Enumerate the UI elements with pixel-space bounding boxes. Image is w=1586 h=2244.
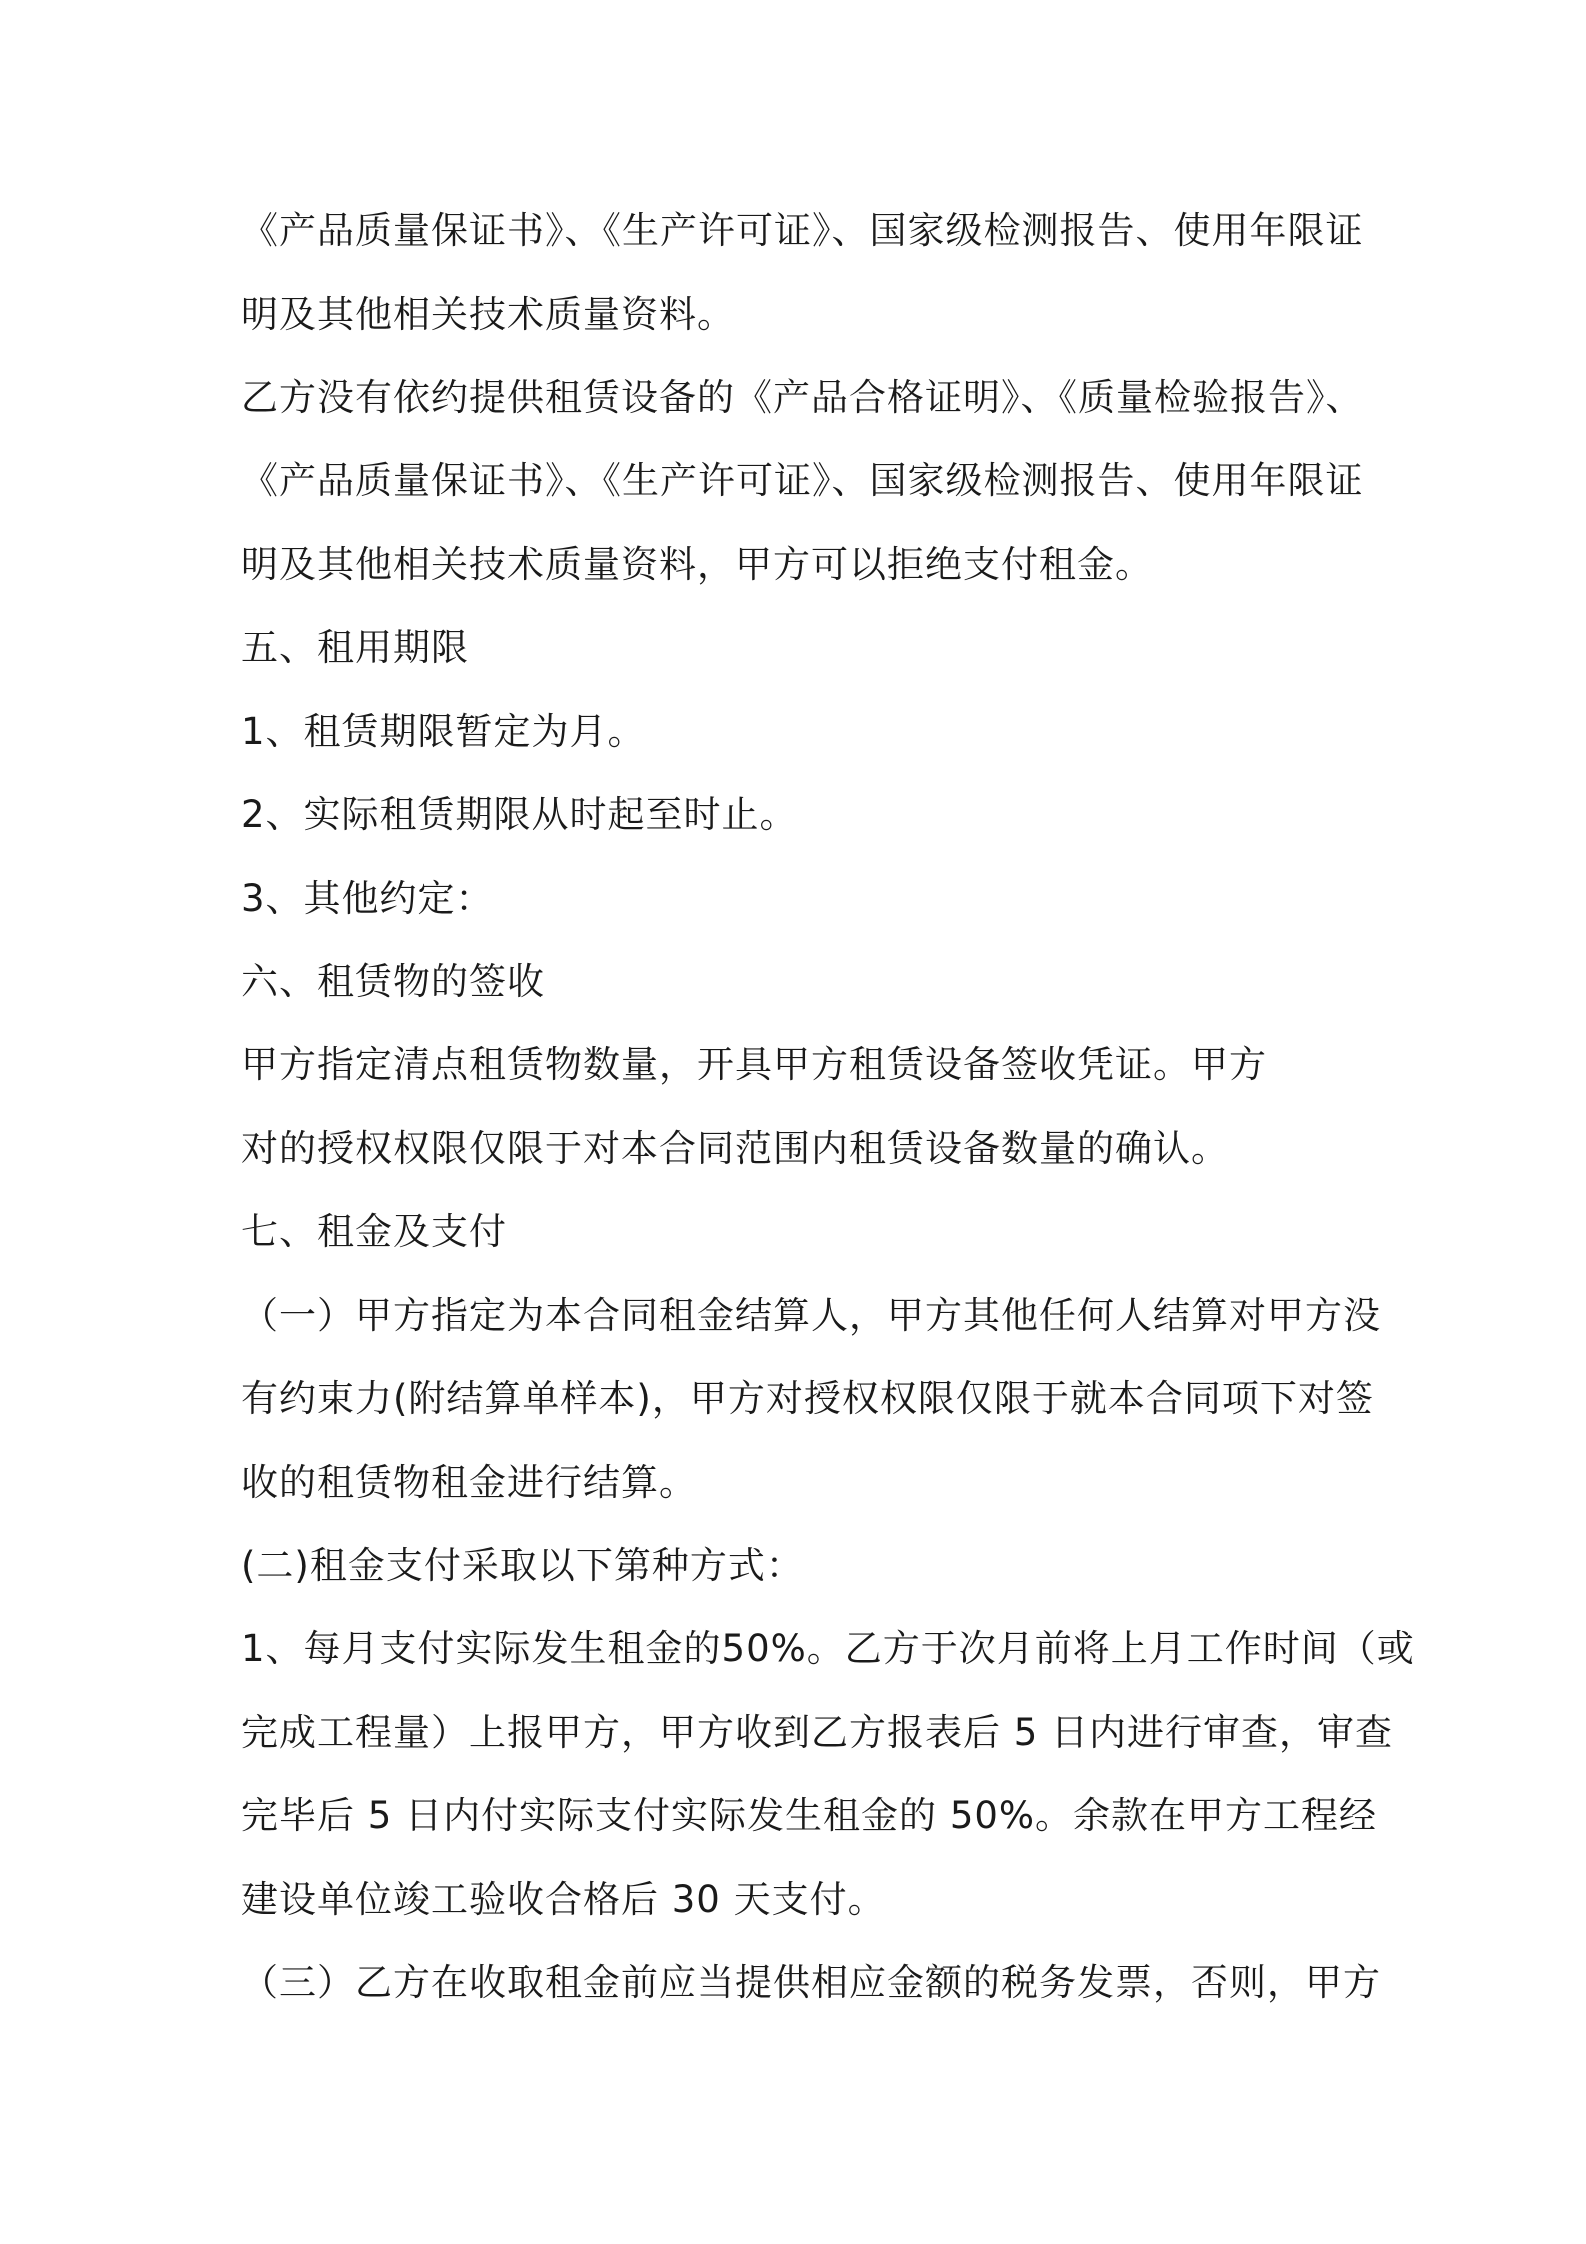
section-heading: 五、租用期限 bbox=[241, 626, 469, 669]
text-line: （三）乙方在收取租金前应当提供相应金额的税务发票，否则，甲方 bbox=[241, 1961, 1381, 2004]
text-line: 收的租赁物租金进行结算。 bbox=[241, 1461, 697, 1504]
text-line: 3、其他约定： bbox=[241, 877, 494, 920]
section-heading: 六、租赁物的签收 bbox=[241, 960, 545, 1003]
text-line: 建设单位竣工验收合格后 30 天支付。 bbox=[241, 1878, 886, 1921]
text-line: 1、租赁期限暂定为月。 bbox=[241, 710, 646, 753]
section-heading: 七、租金及支付 bbox=[241, 1210, 507, 1253]
text-line: 《产品质量保证书》、《生产许可证》、国家级检测报告、使用年限证 bbox=[241, 209, 1364, 252]
text-line: 甲方指定清点租赁物数量，开具甲方租赁设备签收凭证。甲方 bbox=[241, 1043, 1267, 1086]
text-line: 《产品质量保证书》、《生产许可证》、国家级检测报告、使用年限证 bbox=[241, 459, 1364, 502]
text-line: 有约束力(附结算单样本)，甲方对授权权限仅限于就本合同项下对签 bbox=[241, 1377, 1374, 1420]
text-line: 乙方没有依约提供租赁设备的《产品合格证明》、《质量检验报告》、 bbox=[241, 376, 1364, 419]
text-line: 对的授权权限仅限于对本合同范围内租赁设备数量的确认。 bbox=[241, 1127, 1229, 1170]
text-line: （一）甲方指定为本合同租金结算人，甲方其他任何人结算对甲方没 bbox=[241, 1294, 1381, 1337]
text-line: (二)租金支付采取以下第种方式： bbox=[241, 1544, 804, 1587]
text-line: 2、实际租赁期限从时起至时止。 bbox=[241, 793, 798, 836]
text-line: 1、每月支付实际发生租金的50%。乙方于次月前将上月工作时间（或 bbox=[241, 1627, 1415, 1670]
text-line: 明及其他相关技术质量资料。 bbox=[241, 293, 735, 336]
text-line: 完成工程量）上报甲方，甲方收到乙方报表后 5 日内进行审查，审查 bbox=[241, 1711, 1394, 1754]
text-line: 完毕后 5 日内付实际支付实际发生租金的 50%。余款在甲方工程经 bbox=[241, 1794, 1378, 1837]
text-line: 明及其他相关技术质量资料，甲方可以拒绝支付租金。 bbox=[241, 543, 1153, 586]
